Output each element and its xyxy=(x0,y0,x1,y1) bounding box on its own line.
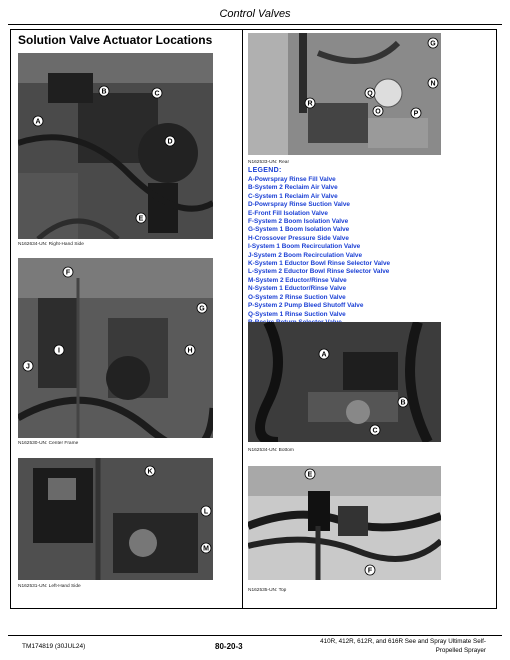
callout-marker-i xyxy=(54,345,64,355)
photo-center-frame-illustration xyxy=(18,258,213,438)
photo-center-frame xyxy=(18,258,213,438)
callout-marker-c xyxy=(152,88,162,98)
legend-item: M-System 2 Eductor/Rinse Valve xyxy=(248,276,347,284)
legend-item: P-System 2 Pump Bleed Shutoff Valve xyxy=(248,302,364,310)
callout-marker-a xyxy=(33,116,43,126)
svg-text:C: C xyxy=(372,427,378,435)
svg-text:C: C xyxy=(154,90,160,98)
photo-rear xyxy=(248,33,441,155)
svg-text:Q: Q xyxy=(367,90,373,98)
svg-text:O: O xyxy=(375,108,381,116)
photo-right-hand-side-illustration xyxy=(18,53,213,239)
callout-marker-top-f xyxy=(365,565,375,575)
photo-right-hand-side xyxy=(18,53,213,239)
legend-list xyxy=(248,176,390,327)
callout-marker-rear-g xyxy=(428,38,438,48)
photo-rear-illustration xyxy=(248,33,441,155)
callout-marker-b xyxy=(99,86,109,96)
svg-text:K: K xyxy=(147,468,153,476)
photo-top xyxy=(248,466,441,580)
svg-text:F: F xyxy=(367,567,373,575)
callout-marker-h xyxy=(185,345,195,355)
callout-marker-k xyxy=(145,466,155,476)
callout-marker-g xyxy=(197,303,207,313)
callout-marker-q xyxy=(365,88,375,98)
svg-text:G: G xyxy=(199,305,205,313)
legend-item: K-System 1 Eductor Bowl Rinse Selector Valve xyxy=(248,260,391,268)
caption-bottom: N162534-UN: Bottom xyxy=(248,448,294,453)
callout-marker-m xyxy=(201,543,211,553)
callout-marker-e xyxy=(136,213,146,223)
legend-item: J-System 2 Boom Recirculation Valve xyxy=(248,251,363,259)
callout-marker-d xyxy=(165,136,175,146)
svg-text:A: A xyxy=(35,118,41,126)
svg-text:P: P xyxy=(413,110,419,118)
svg-text:B: B xyxy=(400,399,406,407)
header-rule xyxy=(8,24,502,25)
column-divider xyxy=(242,29,243,609)
callout-marker-bottom-a xyxy=(319,349,329,359)
callout-marker-n xyxy=(428,78,438,88)
svg-text:J: J xyxy=(26,363,30,371)
legend-item: F-System 2 Boom Isolation Valve xyxy=(248,218,349,226)
svg-text:H: H xyxy=(187,347,193,355)
photo-bottom xyxy=(248,322,441,442)
photo-left-hand-side-illustration xyxy=(18,458,213,580)
photo-top-illustration xyxy=(248,466,441,580)
callout-marker-bottom-c xyxy=(370,425,380,435)
legend-item: Q-System 1 Rinse Suction Valve xyxy=(248,310,346,318)
legend-item: O-System 2 Rinse Suction Valve xyxy=(248,293,346,301)
legend-item: C-System 1 Reclaim Air Valve xyxy=(248,192,338,200)
legend-item: I-System 1 Boom Recirculation Valve xyxy=(248,243,361,251)
svg-text:G: G xyxy=(430,40,436,48)
legend-item: L-System 2 Eductor Bowl Rinse Selector Valve xyxy=(248,268,390,276)
svg-text:R: R xyxy=(307,100,313,108)
svg-text:E: E xyxy=(307,471,313,479)
callout-marker-p xyxy=(411,108,421,118)
footer-title-line1: 410R, 412R, 612R, and 616R See and Spray Ultimate Self- xyxy=(320,638,486,645)
legend-item: E-Front Fill Isolation Valve xyxy=(248,209,328,217)
svg-text:L: L xyxy=(203,508,209,516)
svg-text:D: D xyxy=(167,138,173,146)
footer-page-number: 80-20-3 xyxy=(215,642,243,651)
caption-left-hand-side: N162531-UN: Left-Hand Side xyxy=(18,584,81,589)
photo-bottom-illustration xyxy=(248,322,441,442)
callout-marker-f xyxy=(63,267,73,277)
svg-text:B: B xyxy=(101,88,107,96)
caption-center-frame: N162530-UN: Center Frame xyxy=(18,441,79,446)
svg-text:F: F xyxy=(65,269,71,277)
legend-item: H-Crossover Pressure Side Valve xyxy=(248,234,349,242)
callout-marker-top-e xyxy=(305,469,315,479)
legend-item: N-System 1 Eductor/Rinse Valve xyxy=(248,285,347,293)
caption-top: N162535-UN: Top xyxy=(248,588,287,593)
legend-item: B-System 2 Reclaim Air Valve xyxy=(248,184,338,192)
svg-text:M: M xyxy=(203,545,209,553)
callout-marker-l xyxy=(201,506,211,516)
photo-left-hand-side xyxy=(18,458,213,580)
footer-manual-title xyxy=(276,638,486,655)
svg-text:E: E xyxy=(138,215,144,223)
svg-text:N: N xyxy=(430,80,436,88)
caption-right-hand-side: N162634-UN: Right-Hand Side xyxy=(18,242,84,247)
callout-marker-j xyxy=(23,361,33,371)
footer-rule xyxy=(8,635,502,636)
svg-text:I: I xyxy=(58,347,60,355)
footer-doc-id: TM174819 (30JUL24) xyxy=(22,643,86,650)
callout-marker-o xyxy=(373,106,383,116)
page-header-title: Control Valves xyxy=(219,8,291,20)
callout-marker-bottom-b xyxy=(398,397,408,407)
callout-marker-r xyxy=(305,98,315,108)
legend-item: D-Powrspray Rinse Suction Valve xyxy=(248,201,350,209)
footer-title-line2: Propelled Sprayer xyxy=(435,646,486,654)
caption-rear: N162533-UN: Rear xyxy=(248,160,290,165)
section-title: Solution Valve Actuator Locations xyxy=(18,33,213,47)
legend-title: LEGEND: xyxy=(248,167,282,174)
legend-item: A-Powrspray Rinse Fill Valve xyxy=(248,176,336,183)
svg-text:A: A xyxy=(321,351,327,359)
legend-item: G-System 1 Boom Isolation Valve xyxy=(248,226,350,234)
